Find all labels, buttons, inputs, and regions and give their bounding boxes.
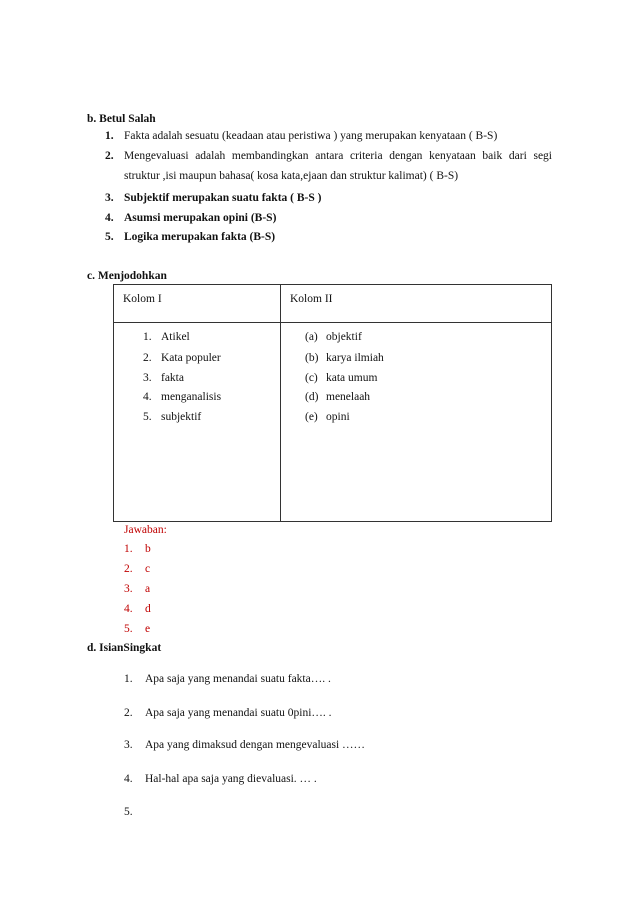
section-d-item-4-text: Hal-hal apa saja yang dievaluasi. … . [145,773,317,785]
col2-header: Kolom II [290,293,333,305]
col2-item-b-text: karya ilmiah [326,352,384,364]
answer-1-num: 1. [124,543,133,555]
col1-item-2-text: Kata populer [161,352,221,364]
col1-body-cell [114,323,281,522]
col1-item-1-num: 1. [143,331,152,343]
col1-item-3-text: fakta [161,372,184,384]
answers-label: Jawaban: [124,524,167,536]
col2-item-c-text: kata umum [326,372,378,384]
section-d-item-1-text: Apa saja yang menandai suatu fakta…. . [145,673,331,685]
section-b-item-2-num: 2. [105,150,114,162]
answer-2-num: 2. [124,563,133,575]
col2-item-e-num: (e) [305,411,318,423]
section-d-item-3-text: Apa yang dimaksud dengan mengevaluasi …… [145,739,366,751]
col1-header: Kolom I [123,293,162,305]
col1-item-1-text: Atikel [161,331,190,343]
section-d-item-5-num: 5. [124,806,133,818]
section-b-item-3-num: 3. [105,192,114,204]
matching-table [113,284,552,522]
col1-item-5-text: subjektif [161,411,202,423]
answer-5-text: e [145,623,151,635]
section-d-item-2-num: 2. [124,707,133,719]
section-d-item-1-num: 1. [124,673,133,685]
answer-3-num: 3. [124,583,133,595]
section-b-item-1-num: 1. [105,130,114,142]
answer-2-text: c [145,563,151,575]
section-b-heading: b. Betul Salah [87,113,156,125]
section-b-item-4-num: 4. [105,212,114,224]
col2-item-d-num: (d) [305,391,319,403]
col2-header-cell [281,285,552,323]
col1-item-4-num: 4. [143,391,152,403]
section-b-item-2-text-line1: Mengevaluasi adalah membandingkan antara criteria dengan kenyataan baik dari segi [124,150,552,162]
col2-item-c-num: (c) [305,372,318,384]
answer-5-num: 5. [124,623,133,635]
section-d-item-3-num: 3. [124,739,133,751]
col2-body-cell [281,323,552,522]
col1-item-2-num: 2. [143,352,152,364]
section-b-item-4-text: Asumsi merupakan opini (B-S) [124,212,277,224]
section-b-item-5-text: Logika merupakan fakta (B-S) [124,231,276,243]
section-c-heading: c. Menjodohkan [87,270,167,282]
section-d-heading: d. IsianSingkat [87,642,162,654]
section-b-item-5-num: 5. [105,231,114,243]
col2-item-a-num: (a) [305,331,318,343]
col1-item-5-num: 5. [143,411,152,423]
col2-item-a-text: objektif [326,331,362,343]
section-b-item-3-text: Subjektif merupakan suatu fakta ( B-S ) [124,192,322,204]
answer-4-text: d [145,603,151,615]
col1-item-4-text: menganalisis [161,391,222,403]
answer-3-text: a [145,583,151,595]
answer-4-num: 4. [124,603,133,615]
col2-item-b-num: (b) [305,352,319,364]
section-d-item-4-num: 4. [124,773,133,785]
section-d-item-2-text: Apa saja yang menandai suatu 0pini…. . [145,707,332,719]
section-b-item-2-text-line2: struktur ,isi maupun bahasa( kosa kata,ejaan dan struktur kalimat) ( B-S) [124,170,459,182]
col1-header-cell [114,285,281,323]
section-b-item-1-text: Fakta adalah sesuatu (keadaan atau peristiwa ) yang merupakan kenyataan ( B-S) [124,130,498,142]
col2-item-e-text: opini [326,411,350,423]
answer-1-text: b [145,543,151,555]
col1-item-3-num: 3. [143,372,152,384]
col2-item-d-text: menelaah [326,391,371,403]
